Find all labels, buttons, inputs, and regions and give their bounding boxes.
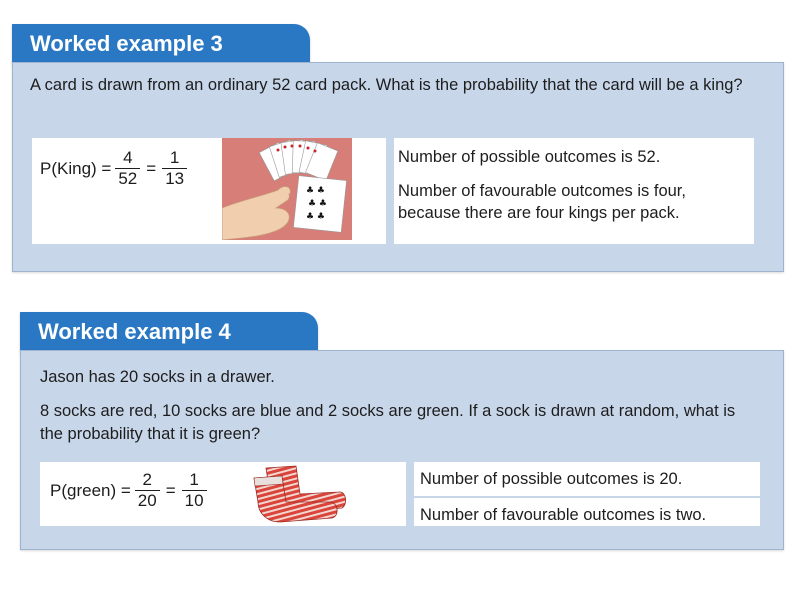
worked-example-4-title: Worked example 4 bbox=[20, 312, 318, 352]
example-4-question: 8 socks are red, 10 socks are blue and 2 socks are green. If a sock is drawn at random, what is the probability that it is green? bbox=[40, 402, 736, 443]
svg-text:♣ ♣: ♣ ♣ bbox=[308, 199, 327, 209]
fraction-denominator: 13 bbox=[162, 168, 187, 189]
example-4-possible-outcomes: Number of possible outcomes is 20. bbox=[420, 470, 683, 488]
fraction-2-over-20 bbox=[135, 470, 160, 511]
equals-sign: = bbox=[146, 158, 157, 178]
svg-text:♣ ♣: ♣ ♣ bbox=[306, 186, 325, 196]
fraction-numerator: 4 bbox=[123, 148, 133, 167]
fraction-numerator: 1 bbox=[169, 148, 180, 167]
fraction-denominator: 52 bbox=[115, 168, 140, 189]
fraction-1-over-13 bbox=[162, 148, 187, 189]
example-4-favourable-outcomes: Number of favourable outcomes is two. bbox=[420, 506, 707, 524]
fraction-4-over-52 bbox=[115, 148, 140, 189]
example-4-formula bbox=[50, 470, 211, 511]
equals-sign: = bbox=[165, 480, 176, 500]
example-3-formula bbox=[40, 148, 191, 189]
fraction-numerator: 1 bbox=[189, 470, 199, 489]
divider bbox=[414, 496, 760, 498]
striped-socks-icon bbox=[250, 464, 348, 526]
formula-lhs: P(green) = bbox=[50, 480, 131, 500]
fraction-denominator: 20 bbox=[135, 490, 160, 511]
example-4-question-intro: Jason has 20 socks in a drawer. bbox=[40, 368, 275, 386]
fraction-numerator: 2 bbox=[142, 470, 152, 489]
example-3-favourable-outcomes: Number of favourable outcomes is four, because there are four kings per pack. bbox=[398, 182, 686, 222]
fraction-denominator: 10 bbox=[182, 490, 207, 511]
hand-holding-cards-icon bbox=[222, 138, 352, 240]
example-3-question: A card is drawn from an ordinary 52 card pack. What is the probability that the card will be a king? bbox=[30, 76, 743, 94]
svg-text:♣ ♣: ♣ ♣ bbox=[306, 212, 325, 222]
example-3-possible-outcomes: Number of possible outcomes is 52. bbox=[398, 148, 661, 166]
fraction-1-over-10 bbox=[182, 470, 207, 511]
formula-lhs: P(King) = bbox=[40, 158, 112, 178]
worked-example-3-title: Worked example 3 bbox=[12, 24, 310, 64]
